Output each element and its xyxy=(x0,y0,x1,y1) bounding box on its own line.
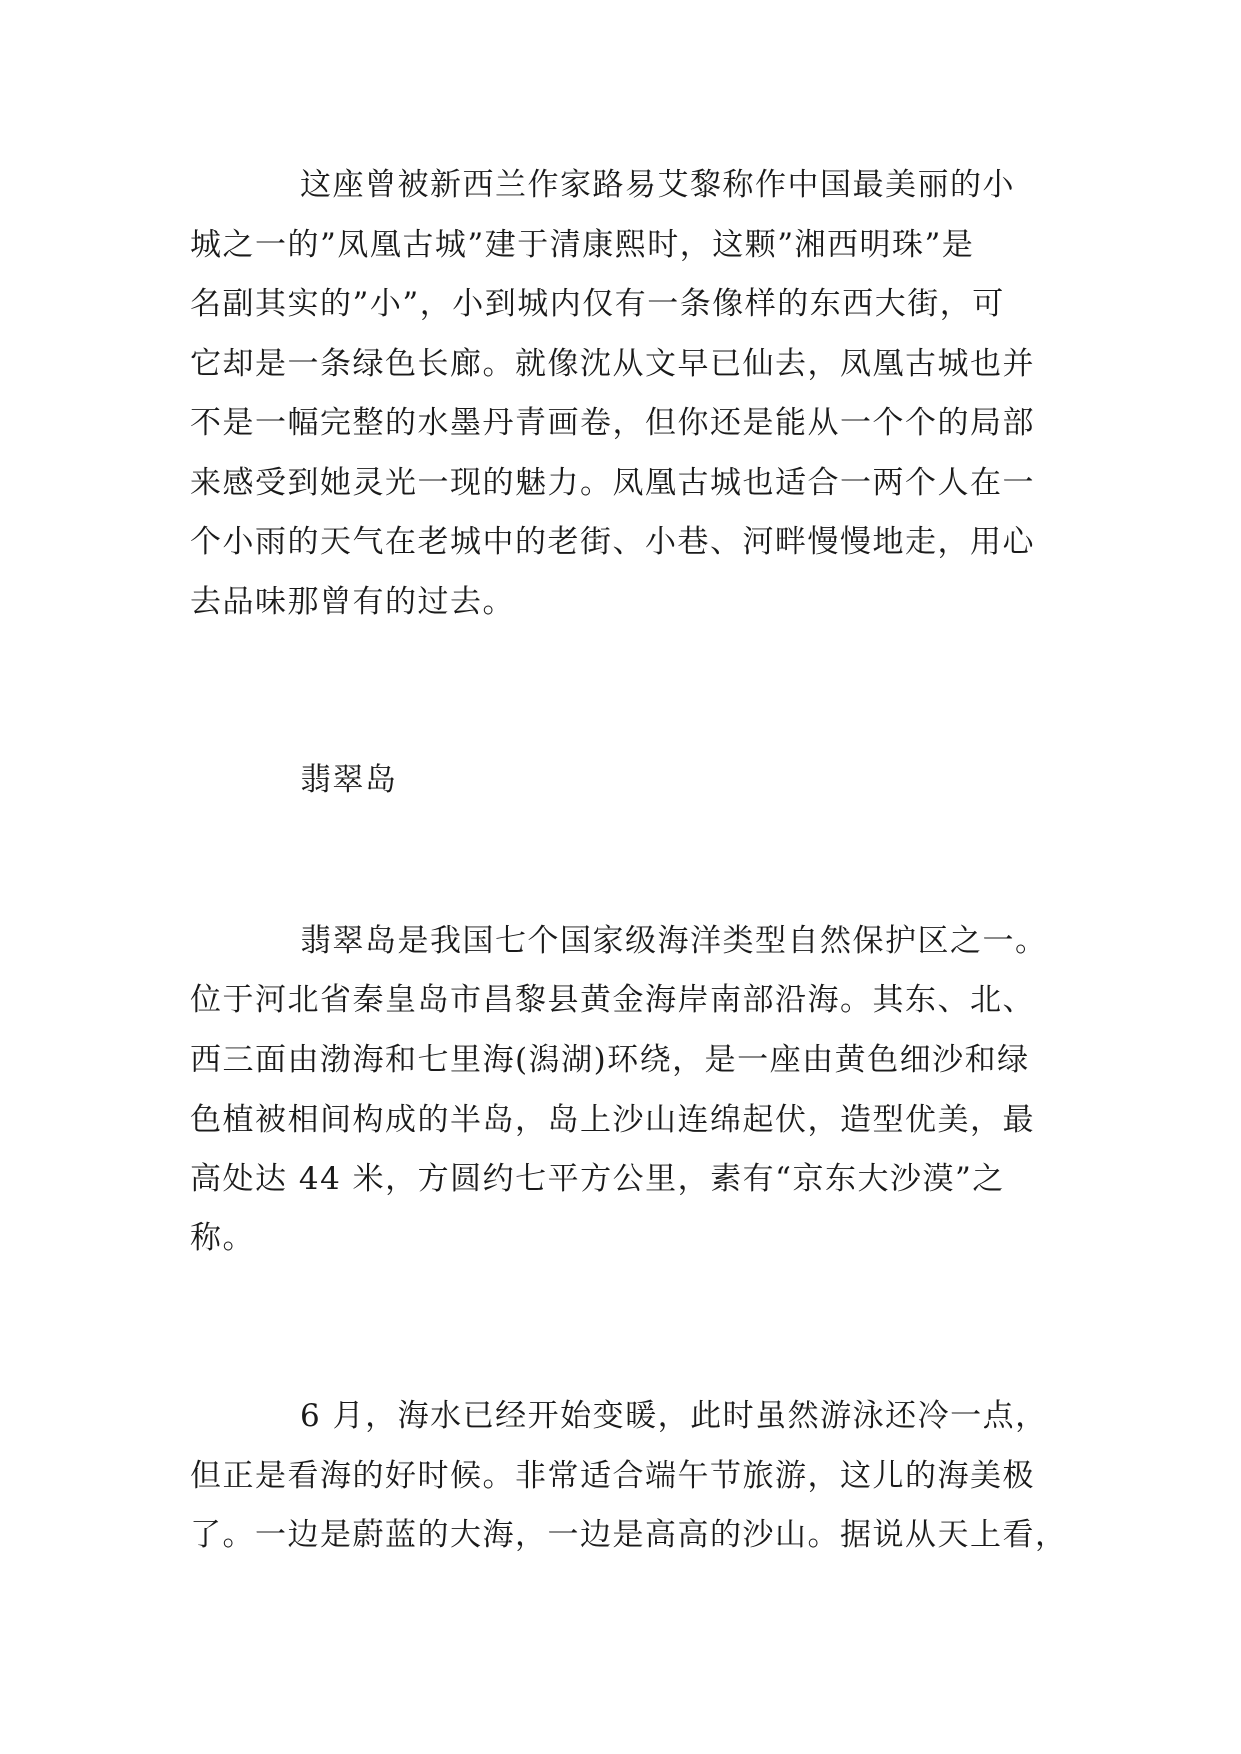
paragraph-line: 去品味那曾有的过去。 xyxy=(190,584,515,620)
paragraph-line: 城之一的”凤凰古城”建于清康熙时，这颗”湘西明珠”是 xyxy=(190,227,975,263)
paragraph-line: 色植被相间构成的半岛，岛上沙山连绵起伏，造型优美，最 xyxy=(190,1102,1035,1138)
paragraph-line: 来感受到她灵光一现的魅力。凤凰古城也适合一两个人在一 xyxy=(190,465,1035,501)
paragraph-line: 个小雨的天气在老城中的老街、小巷、河畔慢慢地走，用心 xyxy=(190,524,1035,560)
paragraph-line: 高处达 44 米，方圆约七平方公里，素有“京东大沙漠”之 xyxy=(190,1161,1005,1197)
paragraph-line: 不是一幅完整的水墨丹青画卷，但你还是能从一个个的局部 xyxy=(190,405,1035,441)
paragraph-line: 这座曾被新西兰作家路易艾黎称作中国最美丽的小 xyxy=(300,167,1015,203)
paragraph-line: 位于河北省秦皇岛市昌黎县黄金海岸南部沿海。其东、北、 xyxy=(190,982,1035,1018)
paragraph-line: 了。一边是蔚蓝的大海，一边是高高的沙山。据说从天上看， xyxy=(190,1517,1068,1553)
paragraph-line: 名副其实的”小”，小到城内仅有一条像样的东西大街，可 xyxy=(190,286,1005,322)
section-heading: 翡翠岛 xyxy=(300,762,398,798)
paragraph-line: 但正是看海的好时候。非常适合端午节旅游，这儿的海美极 xyxy=(190,1458,1035,1494)
paragraph-line: 它却是一条绿色长廊。就像沈从文早已仙去，凤凰古城也并 xyxy=(190,346,1035,382)
paragraph-line: 6 月，海水已经开始变暖，此时虽然游泳还冷一点， xyxy=(300,1398,1048,1434)
paragraph-line: 称。 xyxy=(190,1220,255,1256)
paragraph-line: 西三面由渤海和七里海(潟湖)环绕，是一座由黄色细沙和绿 xyxy=(190,1042,1030,1078)
paragraph-line: 翡翠岛是我国七个国家级海洋类型自然保护区之一。 xyxy=(300,923,1048,959)
